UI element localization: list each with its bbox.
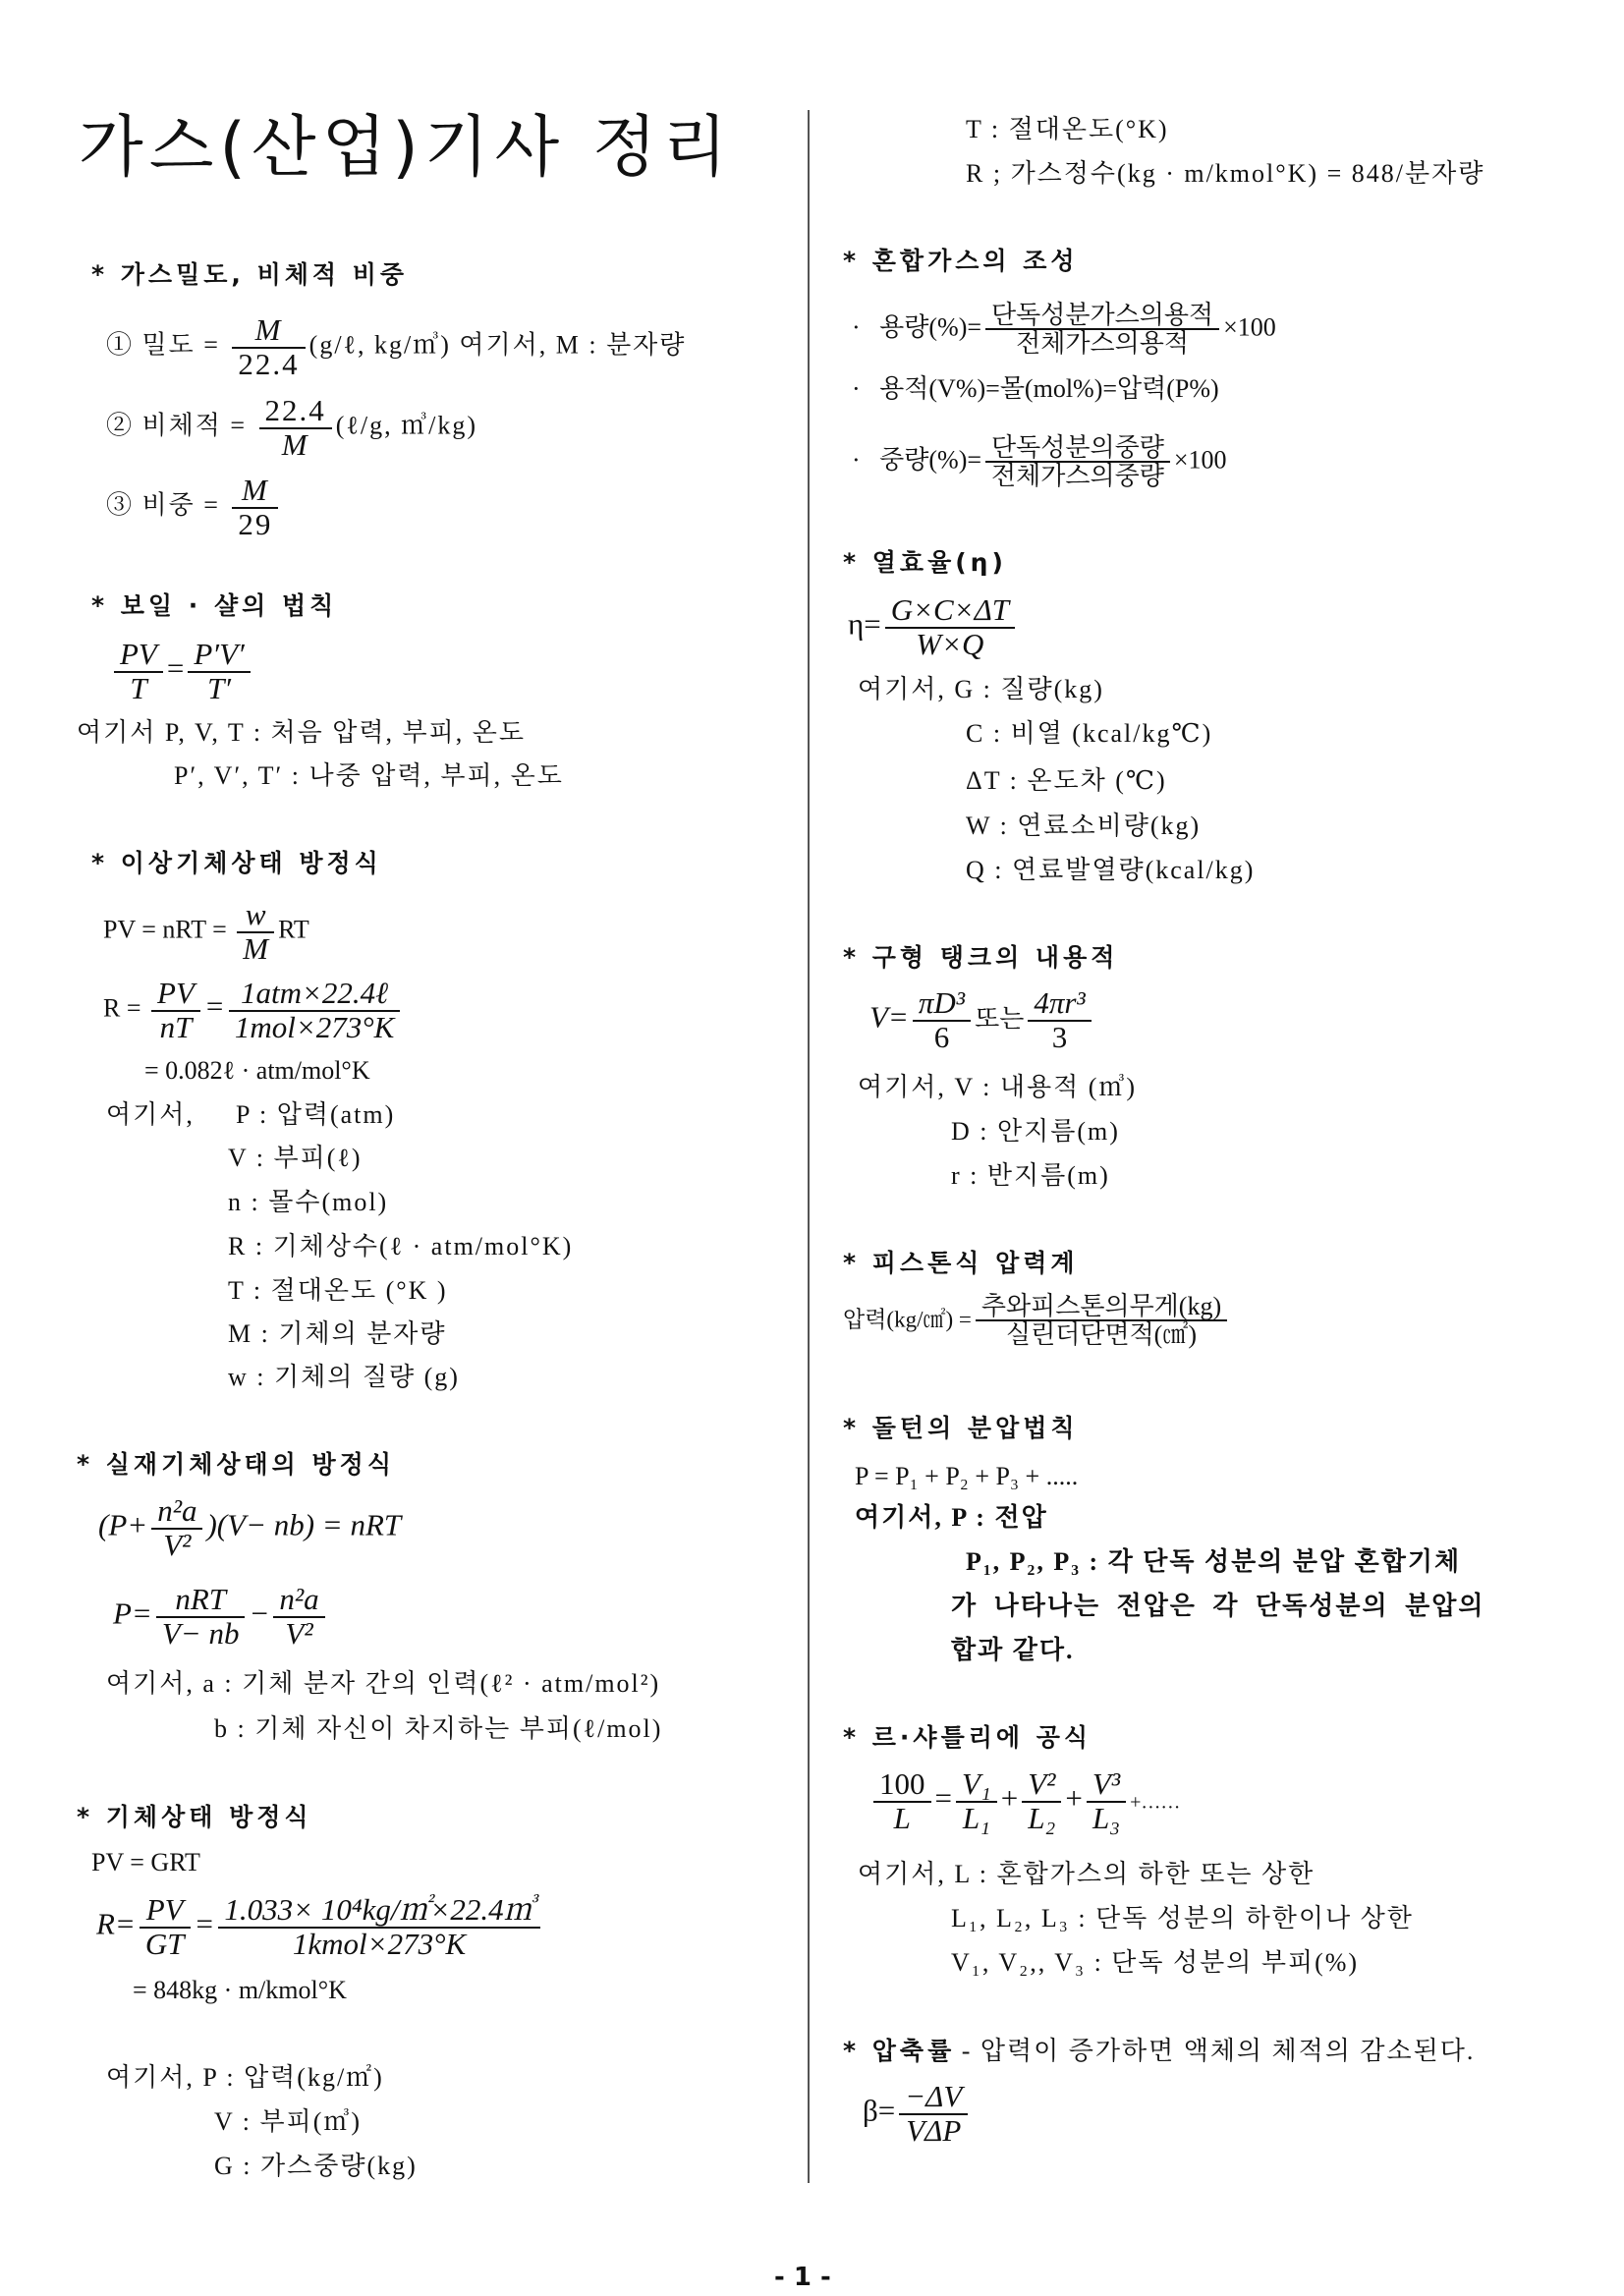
piston-gauge-formula	[843, 1293, 1231, 1349]
fraction	[985, 434, 1170, 490]
equals: =	[166, 650, 185, 686]
denominator: L₂	[1028, 1800, 1056, 1835]
denominator: T′	[207, 670, 232, 705]
fraction	[985, 302, 1219, 358]
tail: )(V− nb) = nRT	[206, 1507, 402, 1542]
denominator: M	[243, 930, 269, 966]
lhs: 압력(kg/㎠) =	[843, 1307, 972, 1332]
numerator: 단독성분가스의용적	[985, 302, 1219, 330]
equals: =	[203, 988, 225, 1024]
minus: −	[249, 1596, 270, 1631]
thermal-where: W : 연료소비량(kg)	[966, 812, 1202, 840]
boyle-where-final: P′, V′, T′ : 나중 압력, 부피, 온도	[174, 761, 564, 790]
denominator: VΔP	[906, 2112, 962, 2148]
denominator: nT	[159, 1009, 193, 1044]
fraction	[273, 1584, 324, 1650]
gas-where-g: G : 가스중량(kg)	[214, 2152, 418, 2180]
numerator: M	[232, 475, 278, 509]
numerator: V²	[1022, 1768, 1061, 1803]
page-title: 가스(산업)기사 정리	[79, 109, 734, 187]
denominator: GT	[144, 1926, 185, 1961]
thermal-efficiency-formula	[848, 594, 1019, 660]
numerator: −ΔV	[899, 2081, 968, 2115]
fraction	[237, 899, 274, 965]
fraction	[1087, 1768, 1126, 1834]
section-heading-thermal-efficiency: * 열효율(η)	[843, 548, 1007, 577]
gas-where-r: R ; 가스정수(kg · m/kmol°K) = 848/분자량	[966, 159, 1485, 188]
label: ③ 비중 =	[106, 490, 220, 520]
section-heading-mixture: * 혼합가스의 조성	[843, 247, 1079, 275]
sphere-volume-formula	[869, 987, 1095, 1053]
le-chatelier-formula	[869, 1768, 1180, 1834]
ideal-var: n : 몰수(mol)	[228, 1188, 389, 1216]
numerator: 1atm×22.4ℓ	[229, 978, 401, 1012]
fraction	[156, 1584, 246, 1650]
label: ① 밀도 =	[106, 330, 220, 360]
numerator: P′V′	[188, 639, 250, 673]
mixture-weight-ratio	[852, 434, 1227, 490]
numerator: PV	[151, 978, 200, 1012]
numerator: nRT	[156, 1584, 246, 1618]
numerator: n²a	[151, 1495, 202, 1530]
denominator: M	[281, 426, 309, 462]
specific-volume-formula	[106, 395, 477, 461]
numerator: πD³	[913, 987, 971, 1022]
lhs: PV = nRT =	[103, 915, 227, 944]
denominator: 1mol×273°K	[234, 1009, 395, 1044]
ideal-var: w : 기체의 질량 (g)	[228, 1363, 460, 1391]
fraction	[232, 475, 278, 540]
lhs: R =	[103, 993, 141, 1023]
section-heading-sphere-tank: * 구형 탱크의 내용적	[843, 943, 1119, 972]
column-divider	[808, 110, 810, 2183]
section-heading-piston-gauge: * 피스톤식 압력계	[843, 1249, 1079, 1277]
denominator: V²	[163, 1527, 192, 1562]
fraction	[956, 1768, 997, 1834]
section-heading-density: * 가스밀도, 비체적 비중	[91, 260, 409, 289]
fraction	[1028, 987, 1091, 1053]
denominator: 22.4	[238, 346, 300, 381]
le-chatelier-where: 여기서, L : 혼합가스의 하한 또는 상한	[858, 1860, 1316, 1888]
lhs: 중량(%)=	[879, 445, 982, 475]
numerator: G×C×ΔT	[885, 594, 1015, 629]
gas-constant-result: = 848kg · m/kmol°K	[133, 1976, 347, 2004]
dalton-line: P₁, P₂, P₃ : 각 단독 성분의 분압 혼합기체	[966, 1547, 1462, 1576]
fraction	[114, 639, 163, 704]
section-heading-compressibility: * 압축률	[843, 2037, 956, 2065]
pressure-equation	[113, 1584, 329, 1650]
lhs: η=	[848, 606, 881, 642]
fraction	[188, 639, 250, 704]
dalton-where: 여기서, P : 전압	[855, 1503, 1048, 1532]
fraction	[873, 1768, 931, 1834]
numerator: 4πr³	[1028, 987, 1091, 1022]
fraction	[899, 2081, 968, 2147]
label: ② 비체적 =	[106, 411, 248, 440]
ideal-var: P : 압력(atm)	[236, 1100, 396, 1129]
compressibility-heading-line	[843, 2036, 1475, 2066]
le-chatelier-where: V₁, V₂,, V₃ : 단독 성분의 부피(%)	[951, 1948, 1360, 1977]
denominator: V− nb	[161, 1615, 240, 1651]
gas-where-t: T : 절대온도(°K)	[966, 115, 1169, 143]
numerator: PV	[140, 1894, 191, 1929]
lhs: R=	[96, 1906, 136, 1941]
numerator: 추와피스톤의무게(kg)	[976, 1293, 1227, 1321]
section-heading-real-gas: * 실재기체상태의 방정식	[77, 1450, 395, 1479]
units: (g/ℓ, kg/㎥) 여기서, M : 분자량	[308, 330, 687, 360]
denominator: T	[130, 670, 147, 705]
real-where-a: 여기서, a : 기체 분자 간의 인력(ℓ² · atm/mol²)	[106, 1669, 661, 1698]
mixture-equivalence	[852, 373, 1219, 404]
fraction	[151, 978, 200, 1043]
section-heading-dalton: * 돌턴의 분압법칙	[843, 1414, 1079, 1442]
fraction	[229, 978, 401, 1043]
dalton-equation: P = P₁ + P₂ + P₃ + .....	[855, 1462, 1079, 1490]
boyle-where-initial: 여기서 P, V, T : 처음 압력, 부피, 온도	[77, 718, 526, 747]
denominator: 전체가스의용적	[1016, 329, 1189, 359]
le-chatelier-where: L₁, L₂, L₃ : 단독 성분의 하한이나 상한	[951, 1904, 1414, 1932]
lhs: 용량(%)=	[879, 312, 982, 342]
mixture-volume-ratio	[852, 302, 1276, 358]
page-number: - 1 -	[774, 2263, 831, 2292]
fraction	[259, 395, 332, 461]
numerator: PV	[114, 639, 163, 673]
multiplier: ×100	[1173, 445, 1227, 475]
tail: RT	[278, 915, 309, 944]
section-heading-boyle: * 보일 · 샬의 법칙	[91, 591, 338, 620]
thermal-where: C : 비열 (kcal/kg℃)	[966, 719, 1213, 748]
numerator: V₁	[956, 1768, 997, 1803]
gas-constant-derivation	[96, 1894, 544, 1960]
lhs: P=	[113, 1596, 152, 1631]
sphere-where: D : 안지름(m)	[951, 1117, 1120, 1146]
ideal-var: V : 부피(ℓ)	[228, 1144, 363, 1172]
plus: +	[1065, 1780, 1083, 1816]
denominator: L₃	[1092, 1800, 1121, 1835]
denominator: 전체가스의중량	[991, 462, 1164, 491]
dalton-line: 합과 같다.	[951, 1636, 1075, 1664]
ideal-where-label: 여기서,	[106, 1100, 195, 1129]
denominator: 실린더단면적(㎠)	[1005, 1320, 1197, 1350]
numerator: 22.4	[259, 395, 332, 429]
denominator: 6	[933, 1019, 950, 1054]
open: (P+	[98, 1507, 148, 1542]
ideal-var: T : 절대온도 (°K )	[228, 1276, 448, 1305]
sphere-where: 여기서, V : 내용적 (㎥)	[858, 1073, 1138, 1101]
fraction	[976, 1293, 1227, 1349]
section-heading-le-chatelier: * 르·샤틀리에 공식	[843, 1723, 1092, 1752]
compressibility-description: - 압력이 증가하면 액체의 체적의 감소된다.	[961, 2037, 1476, 2065]
specific-gravity-formula	[106, 475, 282, 540]
bullet: ·	[852, 445, 861, 475]
numerator: 단독성분의중량	[985, 434, 1170, 463]
numerator: w	[237, 899, 274, 933]
numerator: n²a	[273, 1584, 324, 1618]
denominator: L	[893, 1800, 911, 1835]
gas-constant-value: = 0.082ℓ · atm/mol°K	[144, 1056, 370, 1085]
gas-state-equation: PV = GRT	[91, 1848, 200, 1876]
section-heading-gas-state: * 기체상태 방정식	[77, 1803, 312, 1831]
numerator: V³	[1087, 1768, 1126, 1803]
denominator: W×Q	[916, 626, 984, 661]
gas-where-p: 여기서, P : 압력(kg/㎡)	[106, 2063, 384, 2092]
bullet: ·	[852, 312, 861, 342]
compressibility-formula	[863, 2081, 972, 2147]
ideal-var: M : 기체의 분자량	[228, 1319, 447, 1348]
fraction	[232, 314, 305, 380]
boyle-charles-formula	[110, 639, 254, 704]
van-der-waals-equation	[98, 1495, 401, 1561]
bullet: ·	[852, 374, 861, 403]
thermal-where: Q : 연료발열량(kcal/kg)	[966, 856, 1256, 884]
denominator: L₁	[962, 1800, 990, 1835]
sphere-where: r : 반지름(m)	[951, 1161, 1110, 1190]
numerator: 1.033× 10⁴kg/㎡×22.4㎥	[218, 1894, 539, 1929]
plus: +	[1000, 1780, 1019, 1816]
denominator: V²	[285, 1615, 313, 1651]
ideal-gas-equation	[103, 899, 309, 965]
equivalence-text: 용적(V%)=몰(mol%)=압력(P%)	[879, 374, 1219, 403]
real-where-b: b : 기체 자신이 차지하는 부피(ℓ/mol)	[214, 1714, 663, 1743]
ideal-var: R : 기체상수(ℓ · atm/mol°K)	[228, 1232, 574, 1260]
dalton-line: 가 나타나는 전압은 각 단독성분의 분압의	[951, 1592, 1485, 1620]
thermal-where: ΔT : 온도차 (℃)	[966, 766, 1167, 795]
fraction	[151, 1495, 202, 1561]
fraction	[140, 1894, 191, 1960]
units: (ℓ/g, ㎥/kg)	[335, 411, 477, 440]
lhs: V=	[869, 999, 909, 1035]
fraction	[913, 987, 971, 1053]
equals: =	[194, 1906, 215, 1941]
density-formula	[106, 314, 686, 380]
fraction	[885, 594, 1015, 660]
section-heading-ideal-gas: * 이상기체상태 방정식	[91, 849, 382, 877]
equals: =	[934, 1780, 952, 1816]
fraction	[1022, 1768, 1061, 1834]
fraction	[218, 1894, 539, 1960]
denominator: 29	[238, 506, 273, 541]
numerator: 100	[873, 1768, 931, 1803]
multiplier: ×100	[1223, 312, 1276, 342]
denominator: 3	[1051, 1019, 1068, 1054]
gas-constant-equation	[103, 978, 404, 1043]
denominator: 1kmol×273°K	[292, 1926, 467, 1961]
lhs: β=	[863, 2093, 896, 2128]
gas-where-v: V : 부피(㎥)	[214, 2107, 363, 2136]
or-text: 또는	[975, 1004, 1025, 1034]
ellipsis: +……	[1130, 1791, 1181, 1814]
thermal-where: 여기서, G : 질량(kg)	[858, 675, 1104, 703]
numerator: M	[232, 314, 305, 349]
